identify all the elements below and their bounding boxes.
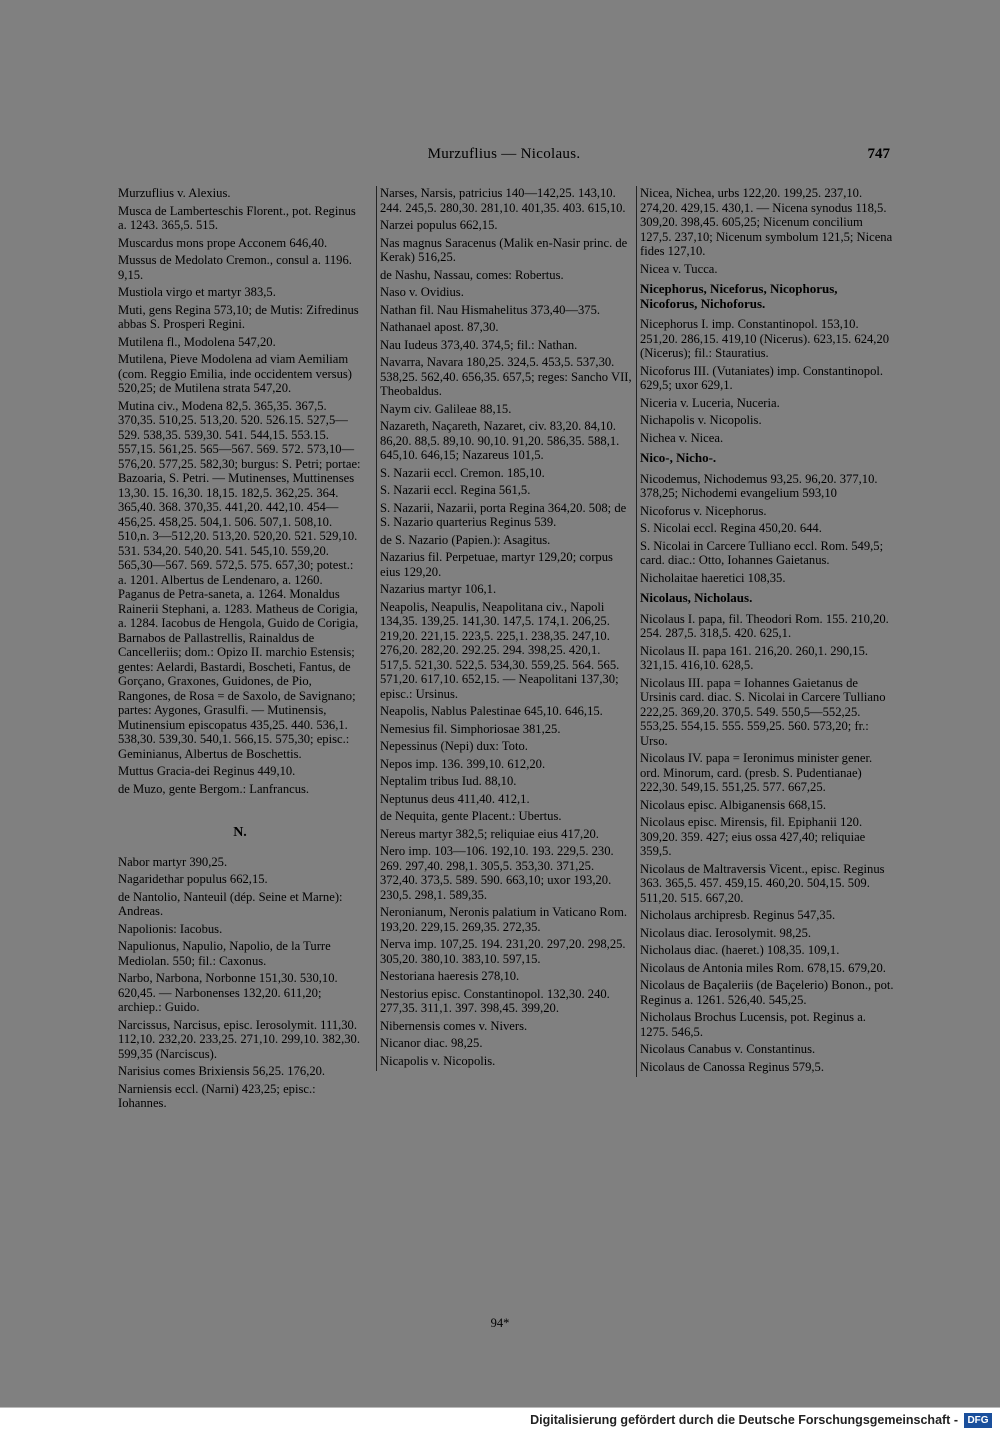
section-heading: Nicolaus, Nicholaus. [640,590,753,605]
footer-bar [0,1407,1000,1434]
index-entry: Mussus de Medolato Cremon., consul a. 1196. 9,15. [118,253,352,282]
section-heading: N. [233,825,247,840]
index-entry: Nicolaus episc. Albiganensis 668,15. [640,797,827,812]
index-entry: Nicolaus I. papa, fil. Theodori Rom. 155. 210,20. 254. 287,5. 318,5. 420. 625,1. [640,611,889,640]
index-entry: Niceria v. Luceria, Nuceria. [640,395,780,410]
index-entry: Mustiola virgo et martyr 383,5. [118,285,276,299]
index-entry: S. Nazarii, Nazarii, porta Regina 364,20. 508; de S. Nazario quarterius Reginus 539. [380,500,627,529]
index-entry: Nicolaus de Antonia miles Rom. 678,15. 679,20. [640,960,886,975]
index-entry: Naso v. Ovidius. [380,285,464,299]
index-entry: Narniensis eccl. (Narni) 423,25; episc.: Iohannes. [118,1081,316,1110]
index-entry: Nichea v. Nicea. [640,430,724,445]
page-number: 747 [867,146,890,162]
index-entry: Nicolaus episc. Mirensis, fil. Epiphanii 120. 309,20. 359. 427; eius ossa 427,40; reliquiae 359,5. [640,815,866,858]
index-entry: Nepos imp. 136. 399,10. 612,20. [380,756,546,771]
index-entry: Nazarius fil. Perpetuae, martyr 129,20; corpus eius 129,20. [380,550,613,579]
index-entry: Nerva imp. 107,25. 194. 231,20. 297,20. 298,25. 305,20. 380,10. 383,10. 597,15. [380,937,626,966]
index-entry: Nas magnus Saracenus (Malik en-Nasir princ. de Kerak) 516,25. [380,235,628,264]
index-entry: S. Nazarii eccl. Cremon. 185,10. [380,465,545,480]
index-entry: Neronianum, Neronis palatium in Vaticano Rom. 193,20. 229,15. 269,35. 272,35. [380,905,628,934]
index-entry: Narcissus, Narcisus, episc. Ierosolymit. 111,30. 112,10. 232,20. 233,25. 271,10. 299,10. 382,30. 599,35 (Narciscus). [118,1017,360,1061]
index-entry: Nabor martyr 390,25. [118,854,228,869]
index-entry: de Nashu, Nassau, comes: Robertus. [380,267,564,282]
index-entry: Nestorius episc. Constantinopol. 132,30. 240. 277,35. 311,1. 397. 398,45. 399,20. [380,986,610,1015]
index-entry: Nicolaus Canabus v. Constantinus. [640,1042,816,1056]
index-entry: Nathanael apost. 87,30. [380,320,499,334]
index-entry: Muscardus mons prope Acconem 646,40. [118,235,328,250]
index-entry: Nestoriana haeresis 278,10. [380,969,520,983]
index-entry: de S. Nazario (Papien.): Asagitus. [380,532,551,547]
index-entry: Muti, gens Regina 573,10; de Mutis: Zifredinus abbas S. Prosperi Regini. [118,302,359,331]
index-entry: Nazareth, Naçareth, Nazaret, civ. 83,20. 84,10. 86,20. 88,5. 89,10. 90,10. 91,20. 586,35. 588,1. 645,10. 646,15; Nazareus 101,5. [380,419,620,462]
index-column-right [636,186,894,1077]
index-entry: Nau Iudeus 373,40. 374,5; fil.: Nathan. [380,337,578,352]
index-entry: Nichapolis v. Nicopolis. [640,413,762,427]
index-entry: S. Nicolai in Carcere Tulliano eccl. Rom. 549,5; card. diac.: Otto, Iohannes Gaietanus. [640,538,884,567]
index-entry: Nicea v. Tucca. [640,261,718,276]
index-entry: Napulionus, Napulio, Napolio, de la Turre Mediolan. 550; fil.: Caxonus. [118,939,331,968]
index-entry: Nicolaus de Maltraversis Vicent., episc. Reginus 363. 365,5. 457. 459,15. 460,20. 504,15. 509. 511,20. 515. 667,20. [640,861,885,905]
index-entry: Mutina civ., Modena 82,5. 365,35. 367,5. 370,35. 510,25. 513,20. 520. 526.15. 527,5—529. 538,35. 539,30. 541. 544,15. 553.15. 557,15. 561,25. 565—567. 569. 572. 573,10—576,20. 577,25. 582,30; burgus: S. Petri; portae: Bazoaria, S. Petri. — Mutinenses, Muttinenses 13,30. 15. 16,30. 18,15. 182,5. 362,25. 364. 365,40. 368. 370,35. 441,20. 442,10. 454—456,25. 458,25. 504,1. 506. 507,1. 508,10. 510,n. 3—512,20. 513,20. 520,20. 521. 529,10. 531. 534,20. 540,20. 541. 545,10. 559,20. 565,30—567. 569. 572,5. 575. 657,30; potest.: a. 1201. Albertus de Lendenaro, a. 1260. Paganus de Petra-saneta, a. 1264. Monaldus Rainerii Stephani, a. 1283. Matheus de Corigia, a. 1284. Iacobus de Hengola, Guido de Corigia, Barnabos de Pallastrellis, Rainaldus de Cancelleriis; dom.: Opizo II. marchio Estensis; gentes: Aelardi, Bastardi, Boscheti, Fantus, de Gorçano, Graxones, Guidones, de Pio, Rangones, de Rosa = de Saxolo, de Savignano; partes: Aygones, Grasulfi. — Mutinensis, Mutinensium episcopatus 435,25. 440. 536,1. 538,30. 539,30. 540,1. 566,15. 575,30; episc.: Geminianus, Albertus de Boschettis. [118,398,361,761]
index-entry: Napolionis: Iacobus. [118,921,223,936]
index-entry: Nicolaus III. papa = Iohannes Gaietanus de Ursinis card. diac. S. Nicolai in Carcere Tulliano 222,25. 369,20. 370,5. 549. 550,5—552,25. 553,25. 554,15. 555. 559,25. 560. 573,20; fr.: Urso. [640,675,886,748]
index-entry: Nicolaus diac. Ierosolymit. 98,25. [640,925,812,940]
index-entry: de Nequita, gente Placent.: Ubertus. [380,809,562,823]
dfg-logo[interactable]: DFG [964,1413,992,1428]
running-title: Murzuflius — Nicolaus. [427,146,581,162]
index-entry: Nicholaus diac. (haeret.) 108,35. 109,1. [640,943,840,957]
index-entry: Neptalim tribus Iud. 88,10. [380,774,517,788]
index-entry: Nicolaus de Baçaleriis (de Baçelerio) Bonon., pot. Reginus a. 1261. 526,40. 545,25. [640,978,894,1007]
index-entry: S. Nicolai eccl. Regina 450,20. 644. [640,521,822,535]
index-entry: Nicoforus v. Nicephorus. [640,503,767,518]
index-entry: Nicolaus IV. papa = Ieronimus minister gener. ord. Minorum, card. (presb. S. Pudentianae) 222,30. 549,15. 551,25. 577. 667,25. [640,751,873,794]
page-header [118,146,890,168]
index-entry: Muttus Gracia-dei Reginus 449,10. [118,764,296,778]
index-column-left [118,186,362,1114]
index-entry: Mutilena fl., Modolena 547,20. [118,334,276,349]
index-entry: S. Nazarii eccl. Regina 561,5. [380,483,531,497]
index-entry: de Nantolio, Nanteuil (dép. Seine et Marne): Andreas. [118,889,343,918]
index-entry: Neptunus deus 411,40. 412,1. [380,791,530,806]
index-entry: Navarra, Navara 180,25. 324,5. 453,5. 537,30. 538,25. 562,40. 656,35. 657,5; reges: Sancho VII, Theobaldus. [380,355,632,398]
index-entry: Nazarius martyr 106,1. [380,582,497,596]
index-entry: Nibernensis comes v. Nivers. [380,1018,528,1033]
index-entry: Nereus martyr 382,5; reliquiae eius 417,20. [380,826,599,841]
index-entry: Nicolaus de Canossa Reginus 579,5. [640,1059,824,1074]
index-entry: Nepessinus (Nepi) dux: Toto. [380,739,528,753]
index-entry: Narses, Narsis, patricius 140—142,25. 143,10. 244. 245,5. 280,30. 281,10. 401,35. 403. 615,10. [380,186,626,215]
index-entry: Nicolaus II. papa 161. 216,20. 260,1. 290,15. 321,15. 416,10. 628,5. [640,643,869,672]
index-entry: Nicodemus, Nichodemus 93,25. 96,20. 377,10. 378,25; Nichodemi evangelium 593,10 [640,471,878,500]
index-entry: de Muzo, gente Bergom.: Lanfrancus. [118,781,310,796]
index-entry: Nicholaus archipresb. Reginus 547,35. [640,908,836,922]
index-entry: Musca de Lamberteschis Florent., pot. Reginus a. 1243. 365,5. 515. [118,203,356,232]
index-entry: Nicoforus III. (Vutaniates) imp. Constantinopol. 629,5; uxor 629,1. [640,363,884,392]
index-entry: Neapolis, Neapulis, Neapolitana civ., Napoli 134,35. 139,25. 141,30. 147,5. 174,1. 206,25. 219,20. 221,15. 223,5. 225,1. 238,35. 247,10. 276,20. 282,20. 292.25. 294. 398,25. 420,1. 517,5. 521,30. 522,5. 534,30. 559,25. 564. 565. 571,20. 617,10. 652,15. — Neapolitani 137,30; episc.: Ursinus. [380,599,620,701]
index-entry: Neapolis, Nablus Palestinae 645,10. 646,15. [380,704,603,718]
index-entry: Nero imp. 103—106. 192,10. 193. 229,5. 230. 269. 297,40. 298,1. 305,5. 353,30. 371,25. 372,40. 373,5. 589. 590. 663,10; uxor 193,20. 230,5. 298,1. 589,35. [380,844,614,902]
footer-credit: Digitalisierung gefördert durch die Deutsche Forschungsgemeinschaft - [530,1413,958,1427]
index-entry: Naym civ. Galileae 88,15. [380,401,512,416]
index-entry: Mutilena, Pieve Modolena ad viam Aemiliam (com. Reggio Emilia, inde occidentem versus) 520,25; de Mutilena strata 547,20. [118,352,352,395]
section-heading: Nicephorus, Niceforus, Nicophorus, Nicoforus, Nichoforus. [640,281,838,311]
index-column-middle [376,186,632,1071]
signature-mark: 94* [490,1316,510,1330]
index-entry: Nathan fil. Nau Hismahelitus 373,40—375. [380,302,601,317]
index-entry: Nicephorus I. imp. Constantinopol. 153,10. 251,20. 286,15. 419,10 (Nicerus). 623,15. 624,20 (Nicerus); fil.: Stauratius. [640,317,890,360]
index-entry: Nemesius fil. Simphoriosae 381,25. [380,721,561,736]
index-entry: Nicapolis v. Nicopolis. [380,1053,496,1068]
index-entry: Nicholaus Brochus Lucensis, pot. Reginus a. 1275. 546,5. [640,1010,866,1039]
index-entry: Nicea, Nichea, urbs 122,20. 199,25. 237,10. 274,20. 429,15. 430,1. — Nicena synodus 118,5. 309,20. 398,45. 605,25; Nicenum concilium 127,5. 237,10; Nicenum symbolum 121,5; Nicena fides 127,10. [640,186,893,258]
index-entry: Nicanor diac. 98,25. [380,1036,483,1050]
index-entry: Nicholaitae haeretici 108,35. [640,570,786,585]
index-entry: Narbo, Narbona, Norbonne 151,30. 530,10. 620,45. — Narbonenses 132,20. 611,20; archiep.: Guido. [118,971,338,1014]
index-entry: Murzuflius v. Alexius. [118,186,231,200]
index-entry: Nagaridethar populus 662,15. [118,872,268,886]
index-entry: Narzei populus 662,15. [380,218,498,232]
section-heading: Nico-, Nicho-. [640,450,717,465]
index-entry: Narisius comes Brixiensis 56,25. 176,20. [118,1064,326,1078]
